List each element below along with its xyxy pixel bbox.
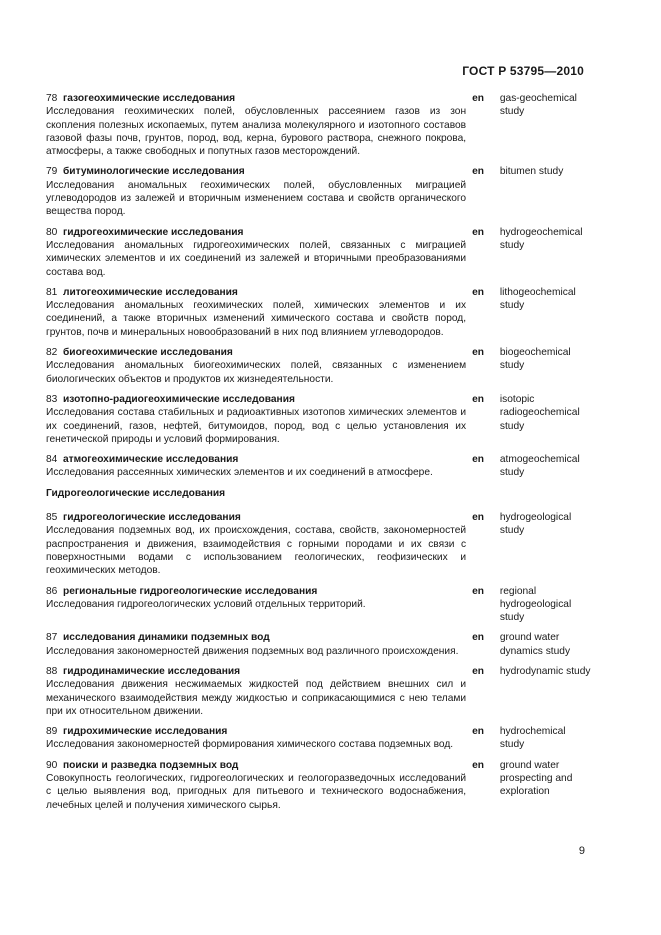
entry-english: regional hydrogeological study xyxy=(499,585,572,624)
entry-russian xyxy=(46,393,466,446)
entry-number: 82 xyxy=(46,347,58,359)
language-code: en xyxy=(472,393,484,405)
entry-russian xyxy=(46,631,466,658)
entry-definition: Исследования аномальных биогеохимических полей, связанных с изменением биологических объектов и продуктов их жизнедеятельности. xyxy=(46,360,467,385)
entry-term: гидрохимические исследования xyxy=(63,726,228,738)
entry-definition: Исследования закономерностей формирования химического состава подземных вод. xyxy=(46,739,454,751)
language-code: en xyxy=(472,512,484,524)
entry-english: hydrochemical study xyxy=(499,726,566,751)
entry-russian xyxy=(46,665,466,718)
entry-term: гидрогеохимические исследования xyxy=(63,226,244,238)
entry-number: 87 xyxy=(46,632,58,644)
term-entry xyxy=(46,286,591,339)
entry-term: поиски и разведка подземных вод xyxy=(63,759,239,771)
term-entry xyxy=(46,759,591,812)
language-code: en xyxy=(472,166,484,178)
entry-russian xyxy=(46,511,466,577)
page-number: 9 xyxy=(578,845,585,857)
entry-definition: Исследования геохимических полей, обусловленных рассеянием газов из зон скопления полезных ископаемых, путем анализа молекулярного и изотопного составов газовой фазы почв, грунтов, пород, вод, керна, бурового раствора, снежного покрова, атмосферы, а также свободных и попутных газов месторождений. xyxy=(46,106,467,158)
entry-definition: Исследования гидрогеологических условий отдельных территорий. xyxy=(46,598,366,610)
entry-number: 79 xyxy=(46,166,58,178)
entry-number: 88 xyxy=(46,665,58,677)
entry-english: hydrogeochemical study xyxy=(499,226,583,251)
entries-group-geochemical xyxy=(46,92,591,480)
term-entry xyxy=(46,585,591,625)
entry-number: 89 xyxy=(46,726,58,738)
entry-number: 84 xyxy=(46,454,58,466)
section-title: Гидрогеологические исследования xyxy=(46,487,226,499)
entry-number: 86 xyxy=(46,585,58,597)
term-entry xyxy=(46,511,591,577)
entry-number: 90 xyxy=(46,759,58,771)
entry-definition: Исследования движения несжимаемых жидкостей под действием внешних сил и механического взаимодействия между жидкостью и соприкасающимися с нею телами при их относительном движении. xyxy=(46,679,467,717)
entry-term: гидродинамические исследования xyxy=(63,665,241,677)
entry-term: биогеохимические исследования xyxy=(63,347,233,359)
entry-russian xyxy=(46,346,466,386)
language-code: en xyxy=(472,726,484,738)
language-code: en xyxy=(472,347,484,359)
entry-term: изотопно-радиогеохимические исследования xyxy=(63,393,295,405)
term-entry xyxy=(46,226,591,279)
entry-english: bitumen study xyxy=(499,166,564,178)
entry-definition: Исследования рассеянных химических элементов и их соединений в атмосфере. xyxy=(46,467,433,479)
entry-english: atmogeochemical study xyxy=(499,454,580,479)
entry-term: газогеохимические исследования xyxy=(63,93,236,104)
entries-group-hydrogeological xyxy=(46,511,591,812)
language-code: en xyxy=(472,585,484,597)
entry-definition: Исследования закономерностей движения подземных вод различного происхождения. xyxy=(46,645,459,657)
language-code: en xyxy=(472,93,484,104)
term-entry xyxy=(46,165,591,218)
term-entry xyxy=(46,725,591,752)
entry-term: битуминологические исследования xyxy=(63,166,245,178)
entry-english: hydrodynamic study xyxy=(499,665,591,677)
entry-english: ground water dynamics study xyxy=(499,632,571,657)
terms-list xyxy=(46,92,591,819)
entry-russian xyxy=(46,226,466,279)
entry-number: 80 xyxy=(46,226,58,238)
entry-number: 81 xyxy=(46,286,58,298)
entry-english: isotopic radiogeochemical study xyxy=(499,393,580,432)
entry-russian xyxy=(46,286,466,339)
entry-russian xyxy=(46,453,466,480)
entry-english: gas-geochemical study xyxy=(499,93,577,118)
language-code: en xyxy=(472,665,484,677)
entry-english: ground water prospecting and exploration xyxy=(499,759,573,798)
language-code: en xyxy=(472,454,484,466)
entry-english: hydrogeological study xyxy=(499,512,572,537)
entry-definition: Исследования аномальных гидрогеохимических полей, связанных с миграцией химических элементов и их соединений из залежей и вторичными преобразованиями состава вод. xyxy=(46,239,467,278)
term-entry xyxy=(46,631,591,658)
entry-russian xyxy=(46,759,466,812)
entry-term: гидрогеологические исследования xyxy=(63,512,241,524)
entry-number: 83 xyxy=(46,393,58,405)
entry-russian xyxy=(46,725,466,752)
entry-definition: Исследования состава стабильных и радиоактивных изотопов химических элементов и их соединений, газов, нефтей, битумоидов, пород, вод с целью установления их генетической природы и условий формирования. xyxy=(46,407,467,445)
entry-term: исследования динамики подземных вод xyxy=(63,632,270,644)
entry-russian xyxy=(46,92,466,158)
entry-term: атмогеохимические исследования xyxy=(63,454,239,466)
language-code: en xyxy=(472,759,484,771)
document-header: ГОСТ Р 53795—2010 xyxy=(462,64,584,78)
entry-number: 85 xyxy=(46,512,58,524)
entry-definition: Исследования подземных вод, их происхождения, состава, свойств, закономерностей распространения и движения, взаимодействия с горными породами и их связи с поверхностными водами с использованием геологических, геофизических и геохимических методов. xyxy=(46,525,467,577)
term-entry xyxy=(46,346,591,386)
entry-term: литогеохимические исследования xyxy=(63,286,238,298)
language-code: en xyxy=(472,632,484,644)
entry-russian xyxy=(46,165,466,218)
entry-definition: Совокупность геологических, гидрогеологических и геологоразведочных исследований с целью выявления вод, пригодных для питьевого и технического водоснабжения, лечебных целей и получения химического сырья. xyxy=(46,773,467,811)
term-entry xyxy=(46,92,591,158)
term-entry xyxy=(46,453,591,480)
entry-english: biogeochemical study xyxy=(499,347,571,372)
language-code: en xyxy=(472,226,484,238)
entry-term: региональные гидрогеологические исследования xyxy=(63,585,318,597)
entry-russian xyxy=(46,585,466,625)
entry-definition: Исследования аномальных геохимических полей, химических элементов и их соединений, а также вторичных изменений химического состава и свойств пород, грунтов, почв и минеральных новообразований в них под влиянием углеводородов. xyxy=(46,300,467,338)
term-entry xyxy=(46,393,591,446)
entry-number: 78 xyxy=(46,93,58,104)
entry-english: lithogeochemical study xyxy=(499,286,576,312)
term-entry xyxy=(46,665,591,718)
entry-definition: Исследования аномальных геохимических полей, обусловленных миграцией углеводородов из залежей и вторичным изменением состава и свойств органического вещества пород. xyxy=(46,179,467,218)
language-code: en xyxy=(472,286,484,298)
